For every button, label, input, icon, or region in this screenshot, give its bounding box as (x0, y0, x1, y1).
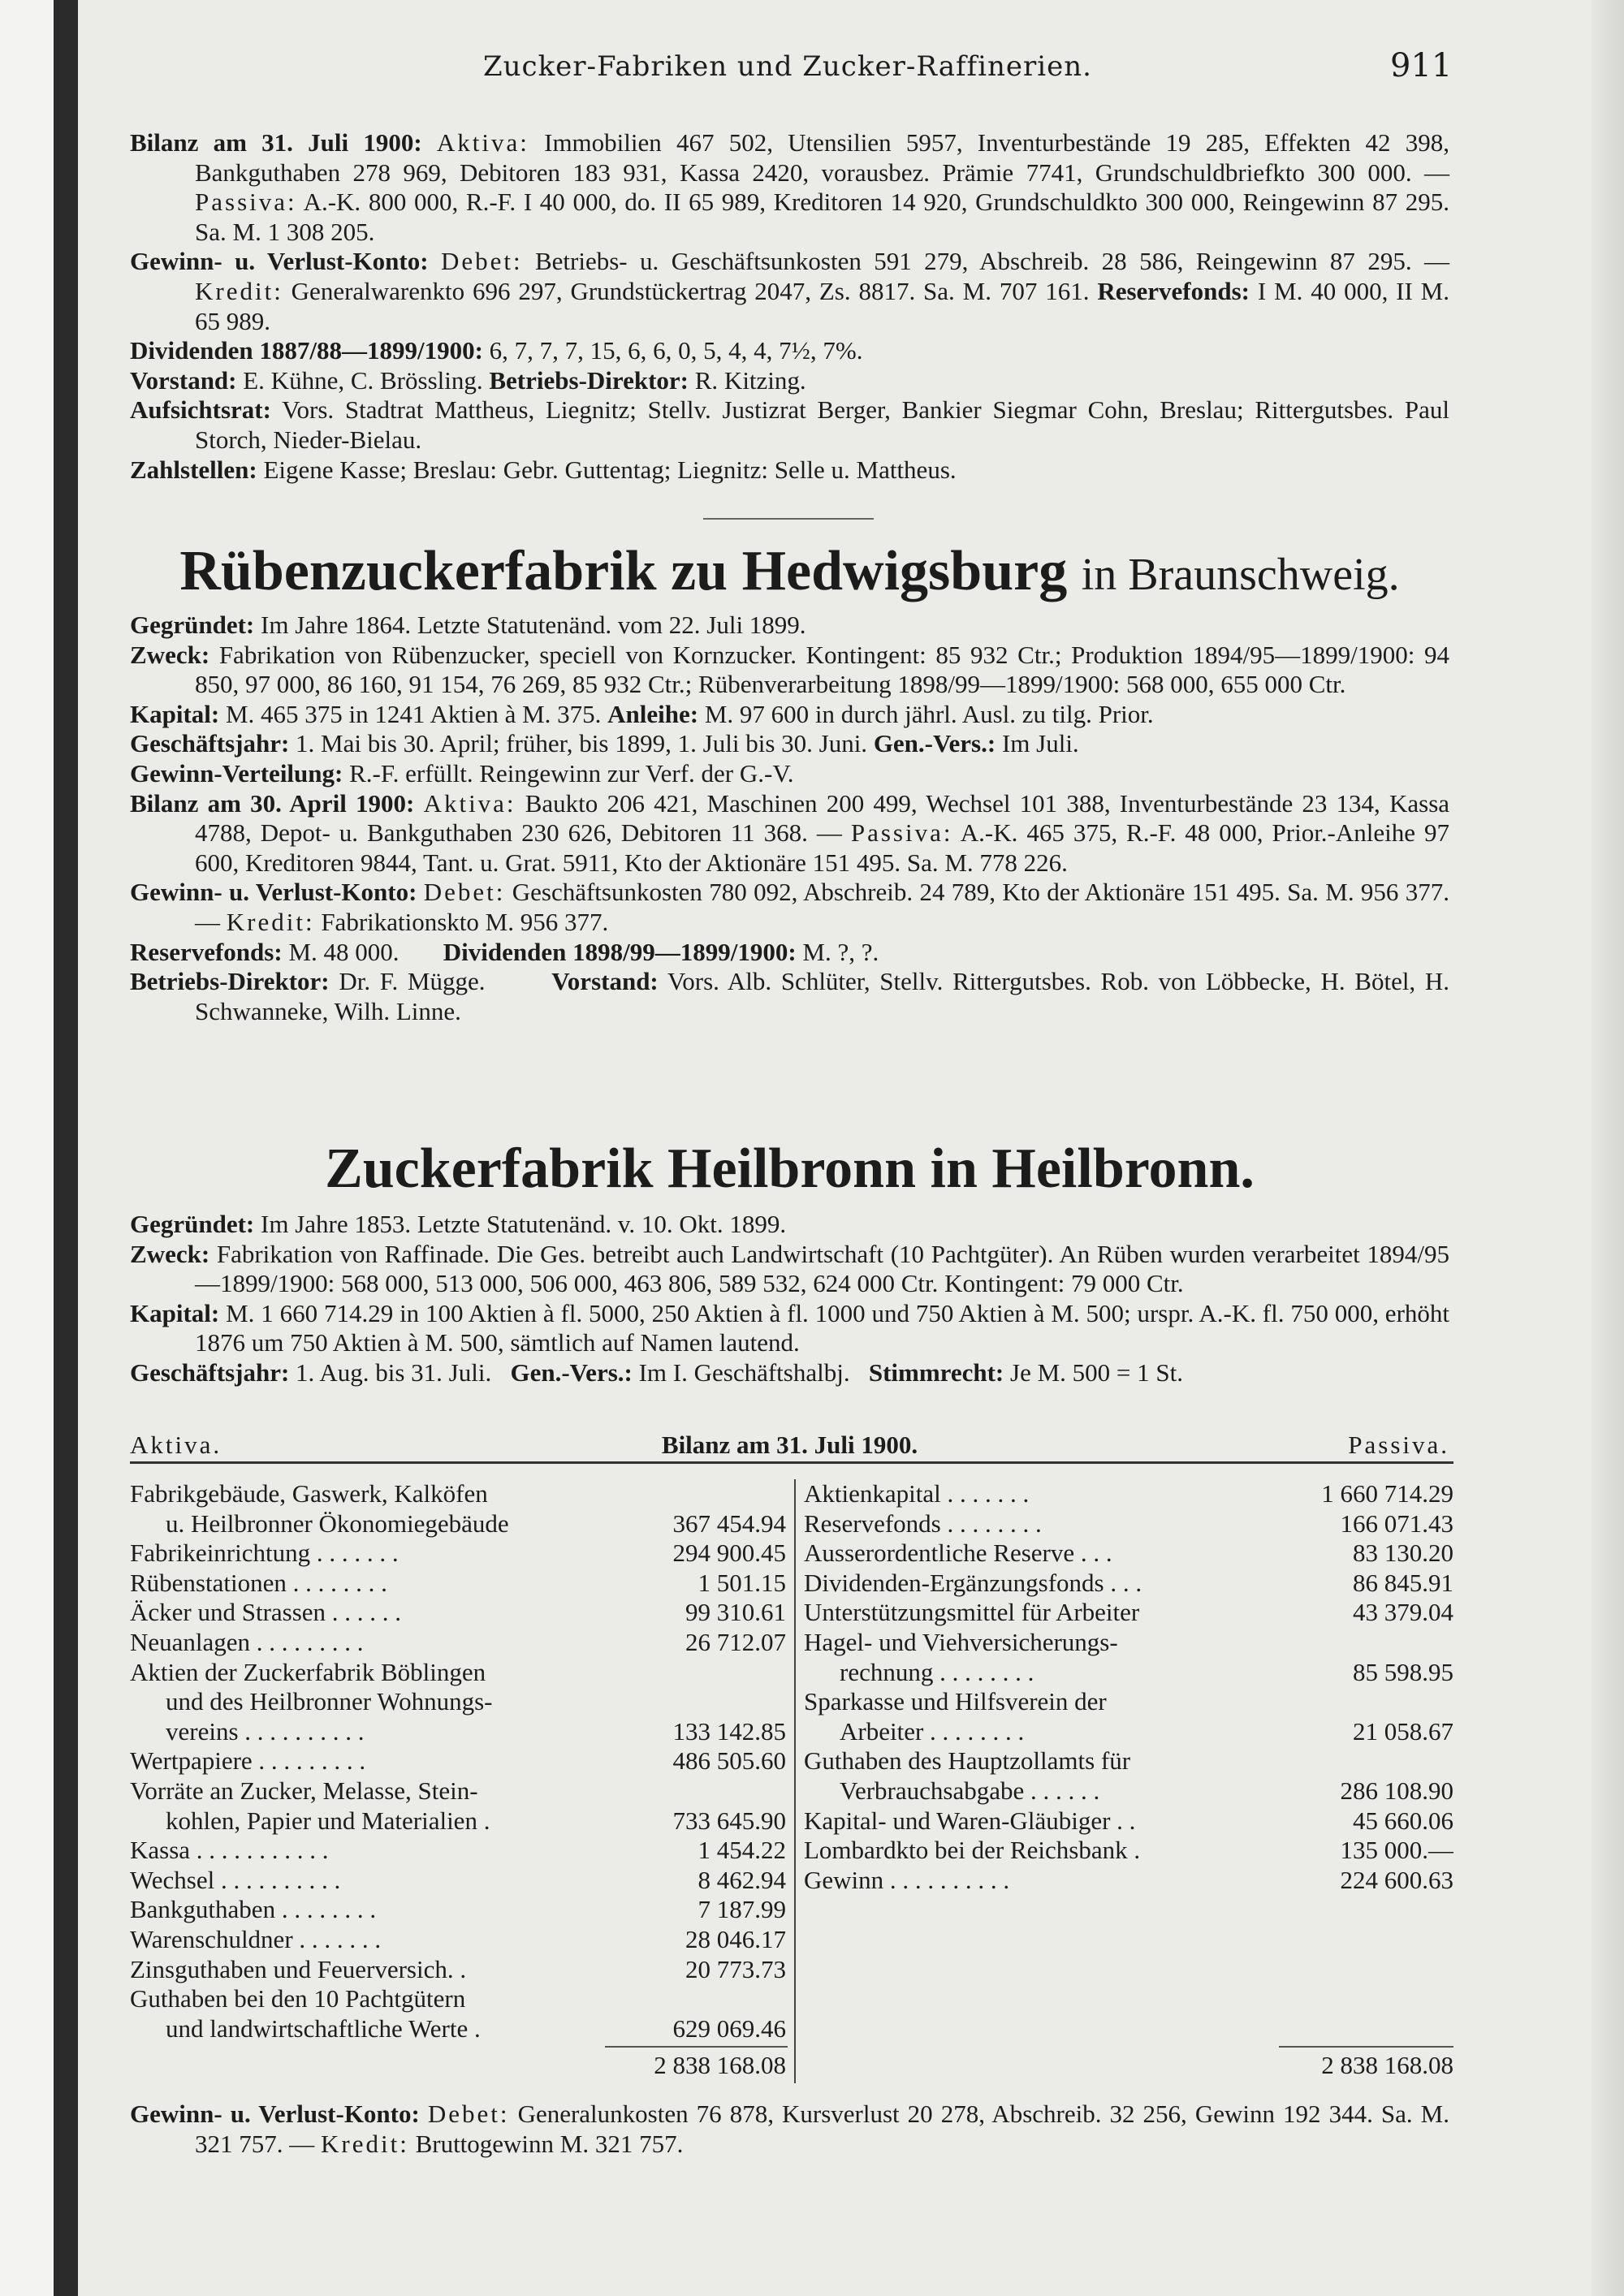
balance-row-label: Reservefonds . . . . . . . . (804, 1508, 1042, 1538)
fiscal-year-paragraph: Geschäftsjahr: 1. Aug. bis 31. Juli. Gen.-Vers.: Im I. Geschäftshalbj. Stimmrecht: Je M. 500 = 1 St. (130, 1357, 1183, 1387)
balance-row-value: 7 187.99 (698, 1895, 786, 1924)
balance-row-label: Arbeiter . . . . . . . . (840, 1716, 1025, 1746)
balance-row-value: 166 071.43 (1340, 1508, 1453, 1538)
balance-row-value: 1 660 714.29 (1321, 1479, 1453, 1508)
board-paragraph: Vorstand: E. Kühne, C. Brössling. Betriebs-Direktor: R. Kitzing. (130, 365, 806, 395)
balance-row-label: Fabrikeinrichtung . . . . . . . (130, 1539, 399, 1568)
balance-row (804, 1687, 1453, 1717)
balance-title: Bilanz am 31. Juli 1900. (661, 1431, 918, 1459)
reserves-dividends-paragraph: Reservefonds: M. 48 000. Dividenden 1898/99—1899/1900: M. ?, ?. (130, 937, 879, 966)
balance-row-value: 486 505.60 (672, 1746, 786, 1776)
balance-row-value: 85 598.95 (1353, 1657, 1453, 1686)
balance-row-label: Aktien der Zuckerfabrik Böblingen (130, 1657, 486, 1686)
passiva-total: 2 838 168.08 (1321, 2051, 1453, 2079)
heilbronn-heading: Zuckerfabrik Heilbronn in Heilbronn. (325, 1137, 1255, 1200)
capital-paragraph: Kapital: M. 1 660 714.29 in 100 Aktien à fl. 5000, 250 Aktien à fl. 1000 und 750 Aktien à M. 500; urspr. A.-K. fl. 750 000, erhöht 1876 um 750 Aktien à M. 500, sämtlich auf Namen lautend. (130, 1298, 1449, 1357)
balance-row (804, 1866, 1453, 1896)
balance-row-label: Rübenstationen . . . . . . . . (130, 1568, 387, 1597)
balance-row-value: 20 773.73 (685, 1954, 786, 1983)
balance-row (130, 1955, 786, 1985)
balance-row-value: 286 108.90 (1340, 1776, 1453, 1805)
balance-row (130, 1746, 786, 1776)
balance-row (130, 1658, 786, 1688)
page-edge-shadow (1592, 0, 1624, 2296)
balance-row-label: vereins . . . . . . . . . . (166, 1716, 365, 1746)
balance-row-label: Gewinn . . . . . . . . . . (804, 1865, 1010, 1894)
aktiva-label: Aktiva. (130, 1431, 222, 1459)
balance-row (804, 1509, 1453, 1539)
balance-row (804, 1479, 1453, 1509)
balance-row-value: 629 069.46 (672, 2013, 786, 2043)
balance-row-value: 294 900.45 (672, 1539, 786, 1568)
balance-row-value: 83 130.20 (1353, 1539, 1453, 1568)
balance-row-label: Unterstützungsmittel für Arbeiter (804, 1598, 1140, 1627)
passiva-sum-rule (1279, 2046, 1453, 2048)
balance-row (804, 1806, 1453, 1836)
balance-row-label: Bankguthaben . . . . . . . . (130, 1895, 377, 1924)
balance-row-label: Verbrauchsabgabe . . . . . . (840, 1776, 1100, 1805)
balance-row-label: kohlen, Papier und Materialien . (166, 1806, 490, 1835)
balance-row-label: Fabrikgebäude, Gaswerk, Kalköfen (130, 1479, 488, 1508)
balance-top-rule (130, 1461, 1453, 1464)
balance-row-value: 28 046.17 (685, 1924, 786, 1953)
passiva-column (804, 1479, 1453, 1895)
balance-row-label: Dividenden-Ergänzungsfonds . . . (804, 1568, 1142, 1597)
balance-row-value: 135 000.— (1340, 1836, 1453, 1865)
dividends-paragraph: Dividenden 1887/88—1899/1900: 6, 7, 7, 7, 15, 6, 6, 0, 5, 4, 4, 7½, 7%. (130, 336, 863, 365)
section-divider (703, 518, 874, 520)
aktiva-sum-rule (605, 2046, 788, 2048)
balance-row-label: Neuanlagen . . . . . . . . . (130, 1627, 364, 1656)
balance-paragraph: Bilanz am 31. Juli 1900: Aktiva: Immobilien 467 502, Utensilien 5957, Inventurbestände 19 285, Effekten 42 398, Bankguthaben 278 969, Debitoren 183 931, Kassa 2420, vorausbez. Prämie 7741, Grundschuldbriefkto 300 000. — Passiva: A.-K. 800 000, R.-F. I 40 000, do. II 65 989, Kreditoren 14 920, Grundschuldkto 300 000, Reingewinn 87 295. Sa. M. 1 308 205. (130, 128, 1450, 246)
heilbronn-profit-loss (130, 2100, 1449, 2159)
balance-column-divider (794, 1479, 796, 2083)
balance-row-label: und landwirtschaftliche Werte . (166, 2013, 481, 2043)
founded-paragraph: Gegründet: Im Jahre 1853. Letzte Statutenänd. v. 10. Okt. 1899. (130, 1210, 787, 1238)
purpose-paragraph: Zweck: Fabrikation von Rübenzucker, speciell von Kornzucker. Kontingent: 85 932 Ctr.; Produktion 1894/95—1899/1900: 94 850, 97 000, 86 160, 91 154, 76 269, 85 932 Ctr.; Rübenverarbeitung 1898/99—1899/1900: 568 000, 655 000 Ctr. (130, 640, 1450, 699)
balance-row (804, 1539, 1453, 1569)
balance-row (804, 1836, 1453, 1866)
balance-row-label: Äcker und Strassen . . . . . . (130, 1598, 402, 1627)
balance-row-label: Vorräte an Zucker, Melasse, Stein- (130, 1776, 478, 1805)
balance-row-value: 86 845.91 (1353, 1568, 1453, 1597)
profit-loss-paragraph: Gewinn- u. Verlust-Konto: Debet: Geschäftsunkosten 780 092, Abschreib. 24 789, Kto der Aktionäre 151 495. Sa. M. 956 377. — Kredit: Fabrikationskto M. 956 377. (130, 878, 1450, 936)
paying-agents-paragraph: Zahlstellen: Eigene Kasse; Breslau: Gebr. Guttentag; Liegnitz: Selle u. Mattheus. (130, 455, 957, 484)
balance-row (804, 1776, 1453, 1806)
balance-row (804, 1717, 1453, 1747)
balance-row-label: rechnung . . . . . . . . (840, 1657, 1034, 1686)
balance-row (804, 1628, 1453, 1658)
balance-row-value: 1 454.22 (698, 1836, 786, 1865)
balance-row (804, 1598, 1453, 1628)
balance-row-label: Zinsguthaben und Feuerversich. . (130, 1954, 467, 1983)
running-head: Zucker-Fabriken und Zucker-Raffinerien. (483, 50, 1092, 83)
balance-row (130, 1895, 786, 1925)
balance-row (130, 1628, 786, 1658)
balance-row (804, 1746, 1453, 1776)
balance-paragraph: Bilanz am 30. April 1900: Aktiva: Baukto 206 421, Maschinen 200 499, Wechsel 101 388, Inventurbestände 23 134, Kassa 4788, Depot- u. Bankguthaben 230 626, Debitoren 11 368. — Passiva: A.-K. 465 375, R.-F. 48 000, Prior.-Anleihe 97 600, Kreditoren 9844, Tant. u. Grat. 5911, Kto der Aktionäre 151 495. Sa. M. 778 226. (130, 788, 1450, 877)
balance-row-label: Kassa . . . . . . . . . . . (130, 1836, 329, 1865)
balance-row-value: 21 058.67 (1353, 1716, 1453, 1746)
hedwigsburg-section (130, 611, 1449, 1026)
profit-distribution-paragraph: Gewinn-Verteilung: R.-F. erfüllt. Reingewinn zur Verf. der G.-V. (130, 758, 794, 788)
hedwigsburg-heading: Rübenzuckerfabrik zu Hedwigsburg in Braunschweig. (179, 540, 1400, 602)
balance-row-label: Guthaben des Hauptzollamts für (804, 1746, 1131, 1776)
balance-row-label: Lombardkto bei der Reichsbank . (804, 1836, 1141, 1865)
purpose-paragraph: Zweck: Fabrikation von Raffinade. Die Ges. betreibt auch Landwirtschaft (10 Pachtgüter). An Rüben wurden verarbeitet 1894/95—1899/1900: 568 000, 513 000, 506 000, 463 806, 589 532, 624 000 Ctr. Kontingent: 79 000 Ctr. (130, 1239, 1449, 1298)
fiscal-year-paragraph: Geschäftsjahr: 1. Mai bis 30. April; früher, bis 1899, 1. Juli bis 30. Juni. Gen.-Vers.: Im Juli. (130, 729, 1079, 758)
founded-paragraph: Gegründet: Im Jahre 1864. Letzte Statutenänd. vom 22. Juli 1899. (130, 611, 806, 639)
management-paragraph: Betriebs-Direktor: Dr. F. Mügge. Vorstand: Vors. Alb. Schlüter, Stellv. Rittergutsbes. Rob. von Löbbecke, H. Bötel, H. Schwanneke, Wilh. Linne. (130, 967, 1450, 1025)
balance-row (130, 1776, 786, 1806)
balance-row (804, 1658, 1453, 1688)
aktiva-total: 2 838 168.08 (654, 2051, 786, 2079)
balance-row-value: 26 712.07 (685, 1627, 786, 1656)
balance-row-label: Warenschuldner . . . . . . . (130, 1924, 382, 1953)
balance-row-value: 733 645.90 (672, 1806, 786, 1835)
balance-row-value: 1 501.15 (698, 1568, 786, 1597)
scan-margin (0, 0, 54, 2296)
balance-row-value: 43 379.04 (1353, 1598, 1453, 1627)
balance-row (130, 1569, 786, 1599)
profit-loss-paragraph: Gewinn- u. Verlust-Konto: Debet: Generalunkosten 76 878, Kursverlust 20 278, Abschreib. 32 256, Gewinn 192 344. Sa. M. 321 757. — Kredit: Bruttogewinn M. 321 757. (130, 2100, 1449, 2158)
balance-row-label: Wertpapiere . . . . . . . . . (130, 1746, 366, 1776)
balance-row-label: Guthaben bei den 10 Pachtgütern (130, 1984, 466, 2013)
balance-row (130, 1717, 786, 1747)
balance-row (130, 2014, 786, 2044)
balance-row-value: 8 462.94 (698, 1865, 786, 1894)
balance-row-label: Aktienkapital . . . . . . . (804, 1479, 1030, 1508)
balance-row (130, 1539, 786, 1569)
balance-row (804, 1569, 1453, 1599)
balance-row (130, 1866, 786, 1896)
balance-row-value: 224 600.63 (1340, 1865, 1453, 1894)
previous-company-section (130, 128, 1449, 485)
balance-row (130, 1509, 786, 1539)
book-spine-shadow (54, 0, 78, 2296)
balance-row-label: Wechsel . . . . . . . . . . (130, 1865, 341, 1894)
balance-row-value: 45 660.06 (1353, 1806, 1453, 1835)
balance-row (130, 1687, 786, 1717)
balance-row (130, 1598, 786, 1628)
supervisory-board-paragraph: Aufsichtsrat: Vors. Stadtrat Mattheus, Liegnitz; Stellv. Justizrat Berger, Bankier Siegmar Cohn, Breslau; Rittergutsbes. Paul Storch, Nieder-Bielau. (130, 395, 1449, 454)
balance-row-label: Ausserordentliche Reserve . . . (804, 1539, 1112, 1568)
balance-row (130, 1479, 786, 1509)
balance-row-label: Kapital- und Waren-Gläubiger . . (804, 1806, 1136, 1835)
page-number: 911 (1390, 47, 1453, 84)
balance-row-value: 99 310.61 (685, 1598, 786, 1627)
balance-row-label: und des Heilbronner Wohnungs- (166, 1687, 493, 1716)
balance-row-value: 133 142.85 (672, 1716, 786, 1746)
balance-row (130, 1925, 786, 1955)
balance-row-value: 367 454.94 (672, 1508, 786, 1538)
balance-row-label: Hagel- und Viehversicherungs- (804, 1627, 1118, 1656)
passiva-label: Passiva. (1348, 1431, 1449, 1459)
balance-row (130, 1836, 786, 1866)
balance-row-label: Sparkasse und Hilfsverein der (804, 1687, 1107, 1716)
profit-loss-paragraph: Gewinn- u. Verlust-Konto: Debet: Betriebs- u. Geschäftsunkosten 591 279, Abschreib. 28 586, Reingewinn 87 295. — Kredit: Generalwarenkto 696 297, Grundstückertrag 2047, Zs. 8817. Sa. M. 707 161. Reservefonds: I M. 40 000, II M. 65 989. (130, 247, 1449, 335)
capital-paragraph: Kapital: M. 465 375 in 1241 Aktien à M. 375. Anleihe: M. 97 600 in durch jährl. Ausl. zu tilg. Prior. (130, 699, 1154, 728)
balance-row (130, 1984, 786, 2014)
balance-sheet-header (130, 1431, 1449, 1460)
balance-row-label: u. Heilbronner Ökonomiegebäude (166, 1508, 509, 1538)
heilbronn-section (130, 1210, 1449, 1388)
aktiva-column (130, 1479, 786, 2044)
balance-row (130, 1806, 786, 1836)
